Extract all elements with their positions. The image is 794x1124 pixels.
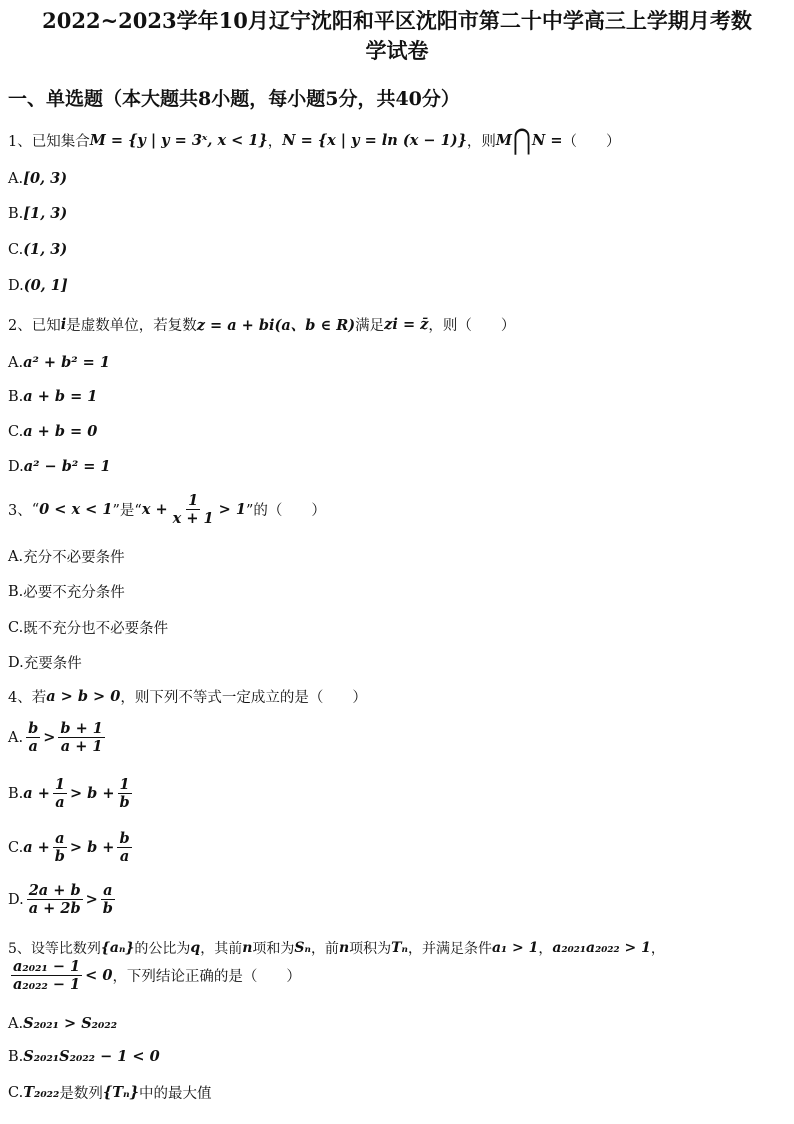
option-letter: D. xyxy=(8,654,24,671)
option-letter: B. xyxy=(8,1048,24,1065)
option-letter: B. xyxy=(8,205,24,222)
q2-option-d xyxy=(8,458,111,475)
option-fraction xyxy=(53,830,67,865)
option-letter: D. xyxy=(8,891,24,908)
fraction-denominator: a + 1 xyxy=(60,738,103,755)
option-letter: C. xyxy=(8,241,24,258)
q2-z: z = a + bi(a、b ∈ R) xyxy=(196,317,356,334)
fraction-numerator: b + 1 xyxy=(60,720,103,737)
fraction-numerator: b xyxy=(28,720,39,737)
option-prefix: a + xyxy=(23,839,50,856)
exam-title-line1: 2022~2023学年10月辽宁沈阳和平区沈阳市第二十中学高三上学期月考数 xyxy=(42,8,752,33)
fraction-denominator: a₂₀₂₂ − 1 xyxy=(13,976,81,993)
q3-is: ”是“ xyxy=(112,503,142,519)
fraction-numerator: 1 xyxy=(188,492,199,509)
fraction-numerator: 2a + b xyxy=(28,882,81,899)
option-text: a + b = 0 xyxy=(23,423,98,440)
question-5-line2 xyxy=(8,958,301,993)
option-text: (1, 3) xyxy=(23,241,68,258)
option-prefix: a + xyxy=(23,785,50,802)
q5-c-mid: 是数列 xyxy=(59,1086,103,1102)
q5-cond-pre: ，并满足条件 xyxy=(407,941,492,957)
q2-i: i xyxy=(60,316,67,333)
fraction-denominator: a xyxy=(119,848,130,865)
option-letter: A. xyxy=(8,1015,24,1032)
fraction-denominator: a xyxy=(55,794,65,811)
q5-sum: ，其前 xyxy=(200,941,243,957)
option-text: a + b = 1 xyxy=(23,388,98,405)
q5-option-a xyxy=(8,1015,117,1032)
q2-number: 2、已知 xyxy=(8,318,61,334)
q1-then: ，则 xyxy=(466,134,496,150)
option-fraction xyxy=(118,776,132,811)
question-4 xyxy=(8,686,367,707)
q1-paren: （ ） xyxy=(562,134,621,150)
q3-fraction xyxy=(171,492,216,527)
option-operator: > xyxy=(85,891,98,908)
q1-option-c xyxy=(8,241,67,258)
option-letter: B. xyxy=(8,583,24,600)
q5-option-b xyxy=(8,1048,160,1065)
q4-option-a xyxy=(8,720,108,755)
q5-q: q xyxy=(190,940,201,956)
fraction-numerator: 1 xyxy=(54,776,65,793)
q3-option-d xyxy=(8,652,82,673)
q5-prodname: 项积为 xyxy=(349,941,392,957)
q1-m: M xyxy=(495,132,512,149)
q5-number: 5、设等比数列 xyxy=(8,941,101,957)
option-letter: A. xyxy=(8,548,24,565)
q2-option-a xyxy=(8,354,110,371)
q5-tn: Tₙ xyxy=(391,940,408,956)
q5-c-seq: {Tₙ} xyxy=(102,1084,139,1101)
q5-sumname: 项和为 xyxy=(252,941,295,957)
q3-rhs: > 1 xyxy=(218,501,246,518)
question-3 xyxy=(8,492,326,527)
question-5-line1 xyxy=(8,938,665,958)
option-text: [1, 3) xyxy=(23,205,68,222)
q3-option-b xyxy=(8,581,125,602)
option-fraction xyxy=(101,882,115,917)
exam-title xyxy=(20,6,774,66)
q1-set-m: M = {y | y = 3ˣ, x < 1} xyxy=(89,132,268,149)
q1-option-a xyxy=(8,170,67,187)
option-letter: C. xyxy=(8,619,24,636)
fraction-denominator: b xyxy=(102,900,113,917)
q5-n1: n xyxy=(242,940,253,956)
option-text: a² − b² = 1 xyxy=(23,458,111,475)
q5-c1: a₁ > 1 xyxy=(491,940,539,956)
option-text: a² + b² = 1 xyxy=(23,354,110,371)
q5-ratio: 的公比为 xyxy=(134,941,191,957)
option-letter: C. xyxy=(8,839,24,856)
option-operator: > xyxy=(43,729,56,746)
q5-fraction xyxy=(11,958,82,993)
q5-option-c xyxy=(8,1082,211,1103)
fraction-denominator: a + 2b xyxy=(28,900,81,917)
intersection-symbol: ⋂ xyxy=(512,124,532,157)
q3-number: 3、 xyxy=(8,503,32,519)
q1-comma: ， xyxy=(267,134,283,150)
q1-option-b xyxy=(8,205,67,222)
option-letter: A. xyxy=(8,354,24,371)
option-letter: C. xyxy=(8,423,24,440)
fraction-numerator: 1 xyxy=(119,776,130,793)
q5-c2: a₂₀₂₁a₂₀₂₂ > 1 xyxy=(552,940,651,956)
option-text: S₂₀₂₁ > S₂₀₂₂ xyxy=(23,1015,118,1032)
option-letter: C. xyxy=(8,1084,24,1101)
q5-sep: ， xyxy=(538,941,553,957)
option-fraction xyxy=(26,720,40,755)
fraction-denominator: a xyxy=(28,738,38,755)
option-text: 充要条件 xyxy=(23,656,82,672)
fraction-numerator: b xyxy=(119,830,130,847)
q2-option-b xyxy=(8,388,97,405)
option-text: 既不充分也不必要条件 xyxy=(23,621,169,637)
option-text: [0, 3) xyxy=(23,170,68,187)
q2-option-c xyxy=(8,423,97,440)
option-middle: > b + xyxy=(69,839,115,856)
fraction-numerator: a xyxy=(55,830,65,847)
exam-title-line2: 学试卷 xyxy=(365,38,429,63)
q5-c-t: T₂₀₂₂ xyxy=(23,1084,60,1101)
question-1 xyxy=(8,124,621,157)
q5-c-tail: 中的最大值 xyxy=(138,1086,212,1102)
fraction-denominator: b xyxy=(119,794,130,811)
option-fraction xyxy=(27,882,83,917)
option-text: 充分不必要条件 xyxy=(23,550,125,566)
question-2 xyxy=(8,314,515,335)
q4-option-c xyxy=(8,830,135,865)
q3-tail: ”的（ ） xyxy=(245,503,326,519)
q1-n: N = xyxy=(532,132,563,149)
fraction-denominator: x + 1 xyxy=(172,510,214,527)
q4-tail: ，则下列不等式一定成立的是（ ） xyxy=(120,690,367,706)
option-letter: B. xyxy=(8,388,24,405)
q2-cond: zi = z̄ xyxy=(384,316,429,333)
option-middle: > b + xyxy=(69,785,115,802)
q4-number: 4、若 xyxy=(8,690,47,706)
q5-sn: Sₙ xyxy=(294,940,311,956)
option-text: S₂₀₂₁S₂₀₂₂ − 1 < 0 xyxy=(23,1048,160,1065)
q2-satisfy: 满足 xyxy=(355,318,385,334)
q1-option-d xyxy=(8,277,68,294)
q5-lt0: < 0 xyxy=(85,967,113,984)
section-heading: 一、单选题（本大题共8小题，每小题5分，共40分） xyxy=(8,88,460,110)
q1-number: 1、已知集合 xyxy=(8,134,90,150)
q5-comma-end: ， xyxy=(650,941,665,957)
q2-then: ，则（ ） xyxy=(428,318,516,334)
q2-mid: 是虚数单位，若复数 xyxy=(66,318,197,334)
q3-option-a xyxy=(8,546,125,567)
q3-lhs: x + xyxy=(141,501,168,518)
option-fraction xyxy=(58,720,104,755)
q5-prod: ，前 xyxy=(310,941,339,957)
option-letter: B. xyxy=(8,785,24,802)
option-text: (0, 1] xyxy=(23,277,68,294)
option-letter: D. xyxy=(8,277,24,294)
option-text: 必要不充分条件 xyxy=(23,585,125,601)
q4-cond: a > b > 0 xyxy=(46,688,121,705)
q4-option-d xyxy=(8,882,118,917)
q1-set-n: N = {x | y = ln (x − 1)} xyxy=(282,132,467,149)
q5-seq: {aₙ} xyxy=(100,940,135,956)
q3-quote: “ xyxy=(31,501,40,518)
q5-tail: ，下列结论正确的是（ ） xyxy=(112,969,301,985)
option-fraction xyxy=(53,776,67,811)
fraction-denominator: b xyxy=(54,848,65,865)
option-fraction xyxy=(117,830,131,865)
q3-cond1: 0 < x < 1 xyxy=(39,501,113,518)
fraction-numerator: a xyxy=(103,882,113,899)
q4-option-b xyxy=(8,776,135,811)
q3-option-c xyxy=(8,617,168,638)
q5-n2: n xyxy=(338,940,350,956)
fraction-numerator: a₂₀₂₁ − 1 xyxy=(13,958,81,975)
option-letter: A. xyxy=(8,729,24,746)
option-letter: A. xyxy=(8,170,24,187)
option-letter: D. xyxy=(8,458,24,475)
